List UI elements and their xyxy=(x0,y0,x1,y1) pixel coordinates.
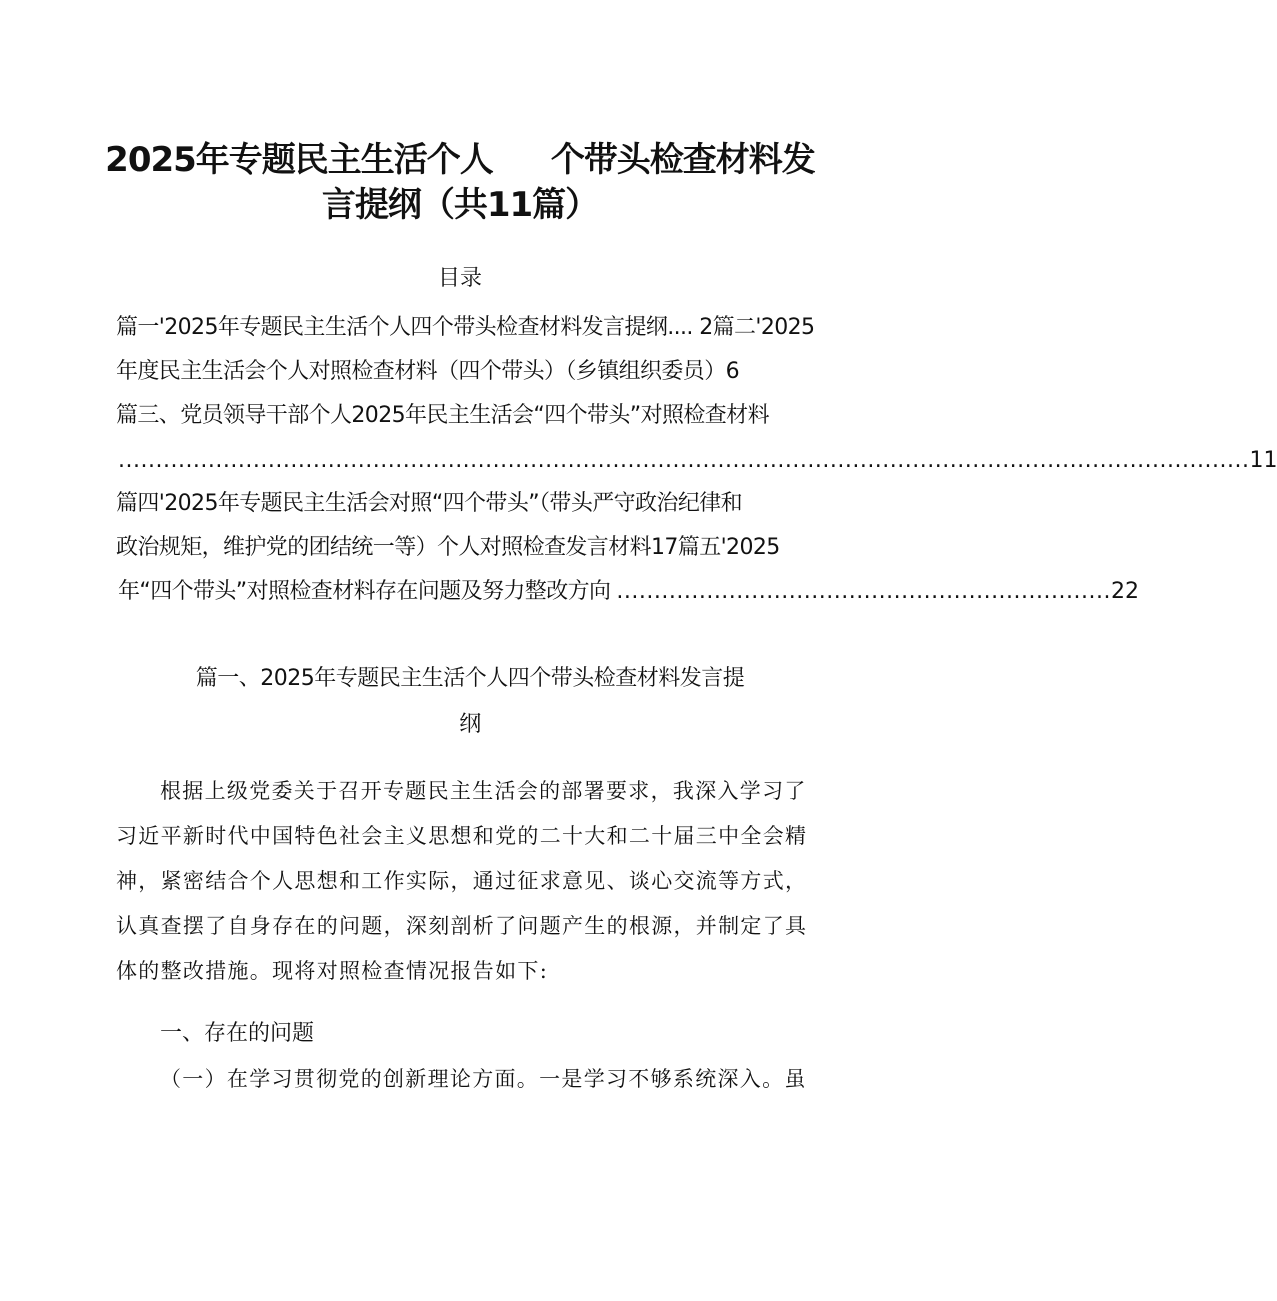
toc-line-3[interactable]: 篇三、党员领导干部个人2025年民主生活会“四个带头”对照检查材料 xyxy=(116,403,769,428)
toc-heading: 目录 xyxy=(437,266,482,291)
body-paragraph-line: 体的整改措施。现将对照检查情况报告如下: xyxy=(116,959,549,983)
body-paragraph-line: 神，紧密结合个人思想和工作实际，通过征求意见、谈心交流等方式， xyxy=(116,869,808,893)
toc-line-2[interactable]: 年度民主生活会个人对照检查材料（四个带头）（乡镇组织委员）6 xyxy=(116,359,739,384)
body-paragraph-line: （一）在学习贯彻党的创新理论方面。一是学习不够系统深入。虽 xyxy=(160,1067,807,1091)
toc-line-1[interactable]: 篇一'2025年专题民主生活个人四个带头检查材料发言提纲.... 2篇二'2025 xyxy=(116,315,815,340)
body-paragraph-line: 习近平新时代中国特色社会主义思想和党的二十大和二十届三中全会精 xyxy=(116,824,808,848)
toc-line-5[interactable]: 政治规矩，维护党的团结统一等）个人对照检查发言材料17篇五'2025 xyxy=(116,535,780,560)
toc-line-6-text: 年“四个带头”对照检查材料存在问题及努力整改方向 xyxy=(118,579,611,604)
body-paragraph-line: 认真查摆了自身存在的问题，深刻剖析了问题产生的根源，并制定了具 xyxy=(116,914,808,938)
dot-leader: ....................................................................................................................................................... xyxy=(118,448,1250,473)
section-title-line2: 纲 xyxy=(459,712,481,737)
document-title-line2: 言提纲（共11篇） xyxy=(321,185,599,225)
toc-page-number: 11 xyxy=(1249,448,1277,473)
document-title-line1 xyxy=(100,136,820,184)
toc-page-number: 22 xyxy=(1110,579,1139,604)
dot-leader: .................................................................. xyxy=(616,579,1111,604)
toc-line-6[interactable] xyxy=(118,575,1139,609)
title-part2: 个带头检查材料发 xyxy=(550,140,815,180)
toc-leader-line-3[interactable] xyxy=(118,444,1277,478)
body-paragraph-line: 根据上级党委关于召开专题民主生活会的部署要求，我深入学习了 xyxy=(160,779,807,803)
section-title-line1: 篇一、2025年专题民主生活个人四个带头检查材料发言提 xyxy=(195,666,745,691)
title-part1: 2025年专题民主生活个人 xyxy=(105,140,493,180)
toc-line-4[interactable]: 篇四'2025年专题民主生活会对照“四个带头”（带头严守政治纪律和 xyxy=(116,491,743,516)
section-subheading: 一、存在的问题 xyxy=(160,1021,315,1046)
